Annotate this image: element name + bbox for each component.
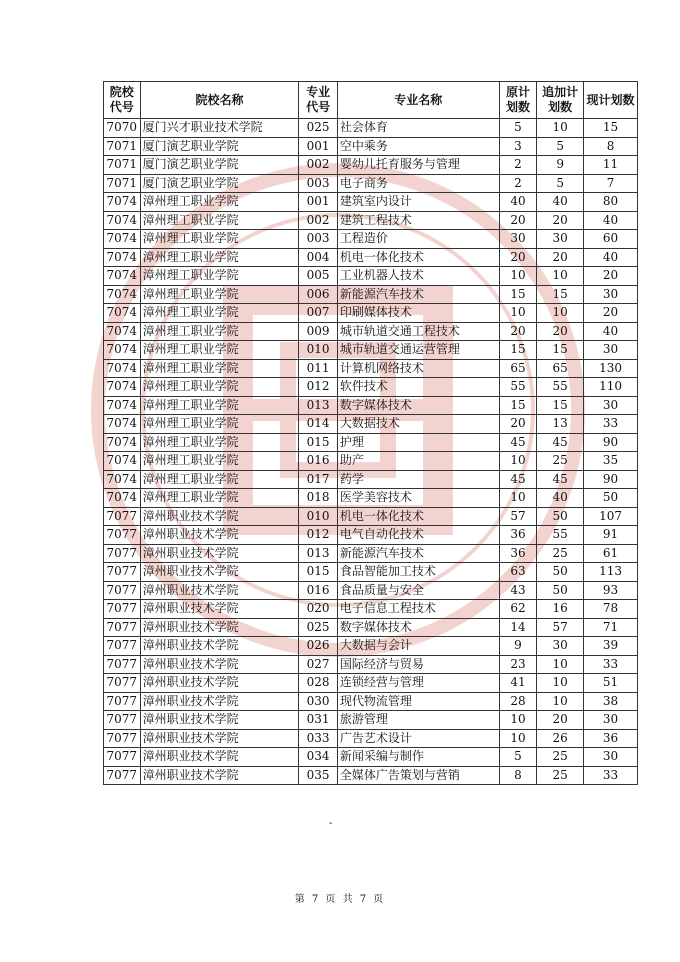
cell-major-name: 现代物流管理 <box>337 692 499 711</box>
cell-original-plan: 5 <box>499 119 537 138</box>
cell-current-plan: 71 <box>584 618 638 637</box>
cell-current-plan: 30 <box>584 748 638 767</box>
cell-school-code: 7077 <box>104 729 141 748</box>
cell-school-code: 7071 <box>104 156 141 175</box>
cell-added-plan: 15 <box>537 341 584 360</box>
cell-major-name: 新能源汽车技术 <box>337 285 499 304</box>
table-row <box>104 137 638 156</box>
cell-school-name: 漳州职业技术学院 <box>140 563 299 582</box>
cell-school-code: 7077 <box>104 581 141 600</box>
cell-current-plan: 20 <box>584 267 638 286</box>
cell-major-code: 001 <box>299 137 338 156</box>
cell-current-plan: 40 <box>584 322 638 341</box>
cell-current-plan: 40 <box>584 248 638 267</box>
table-row <box>104 655 638 674</box>
header-major-code: 专业代号 <box>299 82 338 119</box>
cell-major-code: 004 <box>299 248 338 267</box>
table-row <box>104 322 638 341</box>
table-row <box>104 396 638 415</box>
cell-major-name: 城市轨道交通运营管理 <box>337 341 499 360</box>
cell-current-plan: 107 <box>584 507 638 526</box>
cell-major-code: 015 <box>299 433 338 452</box>
cell-school-code: 7074 <box>104 322 141 341</box>
cell-current-plan: 30 <box>584 285 638 304</box>
table-row <box>104 637 638 656</box>
cell-school-name: 漳州理工职业学院 <box>140 433 299 452</box>
cell-major-name: 建筑室内设计 <box>337 193 499 212</box>
table-row <box>104 600 638 619</box>
cell-added-plan: 10 <box>537 692 584 711</box>
cell-added-plan: 55 <box>537 378 584 397</box>
table-row <box>104 285 638 304</box>
cell-major-name: 大数据与会计 <box>337 637 499 656</box>
cell-original-plan: 63 <box>499 563 537 582</box>
cell-original-plan: 45 <box>499 470 537 489</box>
cell-original-plan: 23 <box>499 655 537 674</box>
cell-original-plan: 3 <box>499 137 537 156</box>
table-row <box>104 248 638 267</box>
cell-current-plan: 33 <box>584 415 638 434</box>
cell-major-code: 015 <box>299 563 338 582</box>
cell-added-plan: 30 <box>537 230 584 249</box>
cell-added-plan: 10 <box>537 674 584 693</box>
cell-school-code: 7074 <box>104 341 141 360</box>
cell-school-code: 7077 <box>104 692 141 711</box>
table-row <box>104 489 638 508</box>
cell-major-name: 电子商务 <box>337 174 499 193</box>
cell-current-plan: 40 <box>584 211 638 230</box>
cell-school-code: 7074 <box>104 470 141 489</box>
cell-major-code: 003 <box>299 230 338 249</box>
cell-major-name: 计算机网络技术 <box>337 359 499 378</box>
cell-added-plan: 25 <box>537 452 584 471</box>
cell-major-name: 工程造价 <box>337 230 499 249</box>
cell-original-plan: 30 <box>499 230 537 249</box>
table-row <box>104 359 638 378</box>
cell-school-name: 漳州职业技术学院 <box>140 729 299 748</box>
cell-current-plan: 60 <box>584 230 638 249</box>
cell-school-name: 漳州理工职业学院 <box>140 211 299 230</box>
cell-school-code: 7074 <box>104 304 141 323</box>
header-added-plan: 追加计划数 <box>537 82 584 119</box>
table-row <box>104 748 638 767</box>
cell-current-plan: 80 <box>584 193 638 212</box>
cell-original-plan: 10 <box>499 452 537 471</box>
cell-school-code: 7074 <box>104 211 141 230</box>
table-row <box>104 674 638 693</box>
cell-school-code: 7074 <box>104 378 141 397</box>
cell-school-name: 漳州理工职业学院 <box>140 267 299 286</box>
cell-current-plan: 130 <box>584 359 638 378</box>
cell-original-plan: 15 <box>499 285 537 304</box>
cell-school-code: 7070 <box>104 119 141 138</box>
cell-added-plan: 45 <box>537 433 584 452</box>
cell-added-plan: 5 <box>537 137 584 156</box>
cell-added-plan: 50 <box>537 507 584 526</box>
cell-school-code: 7074 <box>104 193 141 212</box>
cell-school-name: 漳州理工职业学院 <box>140 341 299 360</box>
cell-added-plan: 30 <box>537 637 584 656</box>
cell-added-plan: 20 <box>537 711 584 730</box>
header-current-plan: 现计划数 <box>584 82 638 119</box>
cell-original-plan: 20 <box>499 415 537 434</box>
cell-major-name: 助产 <box>337 452 499 471</box>
cell-added-plan: 16 <box>537 600 584 619</box>
table-row <box>104 729 638 748</box>
cell-school-name: 厦门演艺职业学院 <box>140 156 299 175</box>
cell-school-name: 漳州职业技术学院 <box>140 600 299 619</box>
cell-current-plan: 39 <box>584 637 638 656</box>
cell-original-plan: 41 <box>499 674 537 693</box>
cell-added-plan: 25 <box>537 544 584 563</box>
cell-major-code: 026 <box>299 637 338 656</box>
page-dot: - <box>329 818 333 829</box>
cell-current-plan: 15 <box>584 119 638 138</box>
table-row <box>104 415 638 434</box>
cell-major-code: 028 <box>299 674 338 693</box>
cell-original-plan: 8 <box>499 766 537 785</box>
cell-school-code: 7077 <box>104 600 141 619</box>
cell-added-plan: 10 <box>537 304 584 323</box>
cell-major-code: 031 <box>299 711 338 730</box>
cell-major-code: 006 <box>299 285 338 304</box>
cell-school-name: 漳州职业技术学院 <box>140 618 299 637</box>
cell-major-code: 025 <box>299 119 338 138</box>
cell-major-code: 033 <box>299 729 338 748</box>
table-row <box>104 581 638 600</box>
cell-original-plan: 9 <box>499 637 537 656</box>
cell-original-plan: 28 <box>499 692 537 711</box>
cell-school-name: 漳州理工职业学院 <box>140 193 299 212</box>
cell-original-plan: 36 <box>499 526 537 545</box>
cell-school-code: 7074 <box>104 248 141 267</box>
cell-major-code: 009 <box>299 322 338 341</box>
cell-school-name: 厦门演艺职业学院 <box>140 174 299 193</box>
cell-original-plan: 57 <box>499 507 537 526</box>
cell-original-plan: 10 <box>499 489 537 508</box>
page-footer: 第 7 页 共 7 页 <box>294 894 386 905</box>
cell-current-plan: 8 <box>584 137 638 156</box>
cell-school-code: 7077 <box>104 544 141 563</box>
cell-original-plan: 40 <box>499 193 537 212</box>
cell-current-plan: 113 <box>584 563 638 582</box>
cell-original-plan: 10 <box>499 729 537 748</box>
cell-original-plan: 62 <box>499 600 537 619</box>
cell-current-plan: 78 <box>584 600 638 619</box>
cell-school-name: 漳州职业技术学院 <box>140 526 299 545</box>
cell-school-name: 漳州职业技术学院 <box>140 692 299 711</box>
cell-current-plan: 50 <box>584 489 638 508</box>
table-row <box>104 174 638 193</box>
cell-major-name: 建筑工程技术 <box>337 211 499 230</box>
table-row <box>104 193 638 212</box>
cell-major-code: 016 <box>299 581 338 600</box>
cell-major-name: 食品智能加工技术 <box>337 563 499 582</box>
cell-major-code: 007 <box>299 304 338 323</box>
cell-original-plan: 10 <box>499 711 537 730</box>
cell-original-plan: 65 <box>499 359 537 378</box>
table-row <box>104 618 638 637</box>
cell-major-name: 国际经济与贸易 <box>337 655 499 674</box>
cell-added-plan: 5 <box>537 174 584 193</box>
cell-added-plan: 15 <box>537 396 584 415</box>
cell-school-name: 厦门兴才职业技术学院 <box>140 119 299 138</box>
cell-major-name: 工业机器人技术 <box>337 267 499 286</box>
cell-major-code: 010 <box>299 507 338 526</box>
cell-major-code: 003 <box>299 174 338 193</box>
table-row <box>104 119 638 138</box>
cell-current-plan: 51 <box>584 674 638 693</box>
cell-school-name: 漳州职业技术学院 <box>140 655 299 674</box>
cell-current-plan: 38 <box>584 692 638 711</box>
table-row <box>104 766 638 785</box>
cell-added-plan: 20 <box>537 211 584 230</box>
table-row <box>104 563 638 582</box>
cell-original-plan: 20 <box>499 248 537 267</box>
cell-major-code: 010 <box>299 341 338 360</box>
cell-current-plan: 110 <box>584 378 638 397</box>
cell-school-name: 漳州理工职业学院 <box>140 304 299 323</box>
cell-original-plan: 15 <box>499 341 537 360</box>
cell-added-plan: 25 <box>537 748 584 767</box>
cell-original-plan: 20 <box>499 211 537 230</box>
cell-major-name: 护理 <box>337 433 499 452</box>
cell-added-plan: 15 <box>537 285 584 304</box>
cell-added-plan: 26 <box>537 729 584 748</box>
cell-major-code: 005 <box>299 267 338 286</box>
table-row <box>104 711 638 730</box>
cell-school-code: 7077 <box>104 655 141 674</box>
cell-school-name: 漳州理工职业学院 <box>140 285 299 304</box>
cell-school-code: 7074 <box>104 452 141 471</box>
cell-current-plan: 33 <box>584 655 638 674</box>
cell-current-plan: 93 <box>584 581 638 600</box>
cell-added-plan: 45 <box>537 470 584 489</box>
table-row <box>104 526 638 545</box>
cell-school-code: 7077 <box>104 526 141 545</box>
table-row <box>104 378 638 397</box>
table-row <box>104 304 638 323</box>
cell-added-plan: 50 <box>537 581 584 600</box>
cell-added-plan: 57 <box>537 618 584 637</box>
cell-current-plan: 90 <box>584 470 638 489</box>
table-row <box>104 341 638 360</box>
cell-current-plan: 90 <box>584 433 638 452</box>
cell-current-plan: 35 <box>584 452 638 471</box>
enrollment-plan-table <box>103 81 638 785</box>
cell-major-code: 012 <box>299 526 338 545</box>
cell-current-plan: 7 <box>584 174 638 193</box>
cell-school-name: 漳州理工职业学院 <box>140 248 299 267</box>
cell-school-name: 漳州理工职业学院 <box>140 396 299 415</box>
table-row <box>104 211 638 230</box>
cell-school-code: 7074 <box>104 230 141 249</box>
cell-current-plan: 36 <box>584 729 638 748</box>
cell-original-plan: 10 <box>499 267 537 286</box>
cell-original-plan: 45 <box>499 433 537 452</box>
cell-major-name: 城市轨道交通工程技术 <box>337 322 499 341</box>
cell-school-name: 漳州职业技术学院 <box>140 637 299 656</box>
cell-school-code: 7077 <box>104 748 141 767</box>
cell-school-code: 7077 <box>104 618 141 637</box>
table-row <box>104 433 638 452</box>
cell-major-name: 药学 <box>337 470 499 489</box>
cell-added-plan: 40 <box>537 489 584 508</box>
cell-major-name: 软件技术 <box>337 378 499 397</box>
cell-school-code: 7077 <box>104 563 141 582</box>
cell-major-name: 旅游管理 <box>337 711 499 730</box>
cell-major-name: 医学美容技术 <box>337 489 499 508</box>
cell-major-code: 020 <box>299 600 338 619</box>
cell-school-name: 漳州职业技术学院 <box>140 766 299 785</box>
cell-school-code: 7074 <box>104 433 141 452</box>
cell-major-name: 数字媒体技术 <box>337 396 499 415</box>
table-header-row <box>104 82 638 119</box>
cell-major-code: 011 <box>299 359 338 378</box>
cell-added-plan: 10 <box>537 655 584 674</box>
cell-major-name: 连锁经营与管理 <box>337 674 499 693</box>
cell-school-name: 漳州职业技术学院 <box>140 748 299 767</box>
table-row <box>104 267 638 286</box>
cell-major-name: 印刷媒体技术 <box>337 304 499 323</box>
cell-school-name: 漳州职业技术学院 <box>140 674 299 693</box>
cell-school-name: 漳州职业技术学院 <box>140 544 299 563</box>
cell-added-plan: 40 <box>537 193 584 212</box>
cell-school-code: 7071 <box>104 137 141 156</box>
cell-major-name: 机电一体化技术 <box>337 248 499 267</box>
cell-major-name: 数字媒体技术 <box>337 618 499 637</box>
table-row <box>104 452 638 471</box>
cell-current-plan: 11 <box>584 156 638 175</box>
cell-major-code: 018 <box>299 489 338 508</box>
cell-major-name: 新能源汽车技术 <box>337 544 499 563</box>
cell-school-name: 漳州职业技术学院 <box>140 711 299 730</box>
cell-major-name: 全媒体广告策划与营销 <box>337 766 499 785</box>
cell-major-name: 婴幼儿托育服务与管理 <box>337 156 499 175</box>
cell-original-plan: 10 <box>499 304 537 323</box>
cell-school-code: 7074 <box>104 489 141 508</box>
cell-current-plan: 91 <box>584 526 638 545</box>
cell-school-name: 漳州理工职业学院 <box>140 322 299 341</box>
cell-school-code: 7074 <box>104 285 141 304</box>
cell-added-plan: 25 <box>537 766 584 785</box>
cell-major-name: 电子信息工程技术 <box>337 600 499 619</box>
header-major-name: 专业名称 <box>337 82 499 119</box>
cell-current-plan: 33 <box>584 766 638 785</box>
cell-school-code: 7077 <box>104 766 141 785</box>
cell-major-name: 食品质量与安全 <box>337 581 499 600</box>
table-row <box>104 156 638 175</box>
cell-original-plan: 2 <box>499 156 537 175</box>
cell-school-name: 漳州理工职业学院 <box>140 359 299 378</box>
cell-added-plan: 20 <box>537 248 584 267</box>
cell-major-name: 空中乘务 <box>337 137 499 156</box>
cell-major-name: 新闻采编与制作 <box>337 748 499 767</box>
cell-school-code: 7074 <box>104 415 141 434</box>
cell-major-code: 014 <box>299 415 338 434</box>
cell-major-code: 002 <box>299 211 338 230</box>
cell-original-plan: 55 <box>499 378 537 397</box>
cell-school-name: 漳州理工职业学院 <box>140 489 299 508</box>
table-row <box>104 507 638 526</box>
cell-school-code: 7074 <box>104 267 141 286</box>
cell-major-code: 013 <box>299 544 338 563</box>
cell-school-code: 7077 <box>104 674 141 693</box>
table-row <box>104 544 638 563</box>
cell-school-name: 漳州职业技术学院 <box>140 507 299 526</box>
cell-added-plan: 65 <box>537 359 584 378</box>
cell-major-code: 002 <box>299 156 338 175</box>
cell-major-name: 电气自动化技术 <box>337 526 499 545</box>
cell-school-name: 漳州理工职业学院 <box>140 378 299 397</box>
cell-major-code: 035 <box>299 766 338 785</box>
cell-major-code: 016 <box>299 452 338 471</box>
header-school-name: 院校名称 <box>140 82 299 119</box>
cell-original-plan: 5 <box>499 748 537 767</box>
cell-major-name: 广告艺术设计 <box>337 729 499 748</box>
cell-major-code: 012 <box>299 378 338 397</box>
cell-added-plan: 13 <box>537 415 584 434</box>
cell-added-plan: 20 <box>537 322 584 341</box>
cell-school-name: 漳州理工职业学院 <box>140 452 299 471</box>
cell-major-code: 017 <box>299 470 338 489</box>
cell-current-plan: 20 <box>584 304 638 323</box>
cell-major-code: 027 <box>299 655 338 674</box>
cell-major-name: 大数据技术 <box>337 415 499 434</box>
cell-school-code: 7074 <box>104 359 141 378</box>
cell-original-plan: 36 <box>499 544 537 563</box>
cell-major-code: 025 <box>299 618 338 637</box>
cell-added-plan: 9 <box>537 156 584 175</box>
cell-major-code: 034 <box>299 748 338 767</box>
cell-major-code: 001 <box>299 193 338 212</box>
cell-original-plan: 20 <box>499 322 537 341</box>
cell-school-code: 7074 <box>104 396 141 415</box>
cell-school-name: 漳州职业技术学院 <box>140 581 299 600</box>
table-row <box>104 692 638 711</box>
cell-school-name: 厦门演艺职业学院 <box>140 137 299 156</box>
cell-current-plan: 30 <box>584 341 638 360</box>
cell-major-code: 030 <box>299 692 338 711</box>
cell-school-code: 7077 <box>104 637 141 656</box>
cell-added-plan: 10 <box>537 267 584 286</box>
cell-original-plan: 15 <box>499 396 537 415</box>
cell-current-plan: 61 <box>584 544 638 563</box>
cell-added-plan: 10 <box>537 119 584 138</box>
cell-major-code: 013 <box>299 396 338 415</box>
cell-major-name: 机电一体化技术 <box>337 507 499 526</box>
cell-school-name: 漳州理工职业学院 <box>140 415 299 434</box>
cell-added-plan: 50 <box>537 563 584 582</box>
cell-current-plan: 30 <box>584 396 638 415</box>
cell-school-code: 7077 <box>104 507 141 526</box>
cell-original-plan: 2 <box>499 174 537 193</box>
cell-school-name: 漳州理工职业学院 <box>140 230 299 249</box>
cell-added-plan: 55 <box>537 526 584 545</box>
header-original-plan: 原计划数 <box>499 82 537 119</box>
cell-original-plan: 43 <box>499 581 537 600</box>
cell-school-name: 漳州理工职业学院 <box>140 470 299 489</box>
table-row <box>104 470 638 489</box>
cell-major-name: 社会体育 <box>337 119 499 138</box>
header-school-code: 院校代号 <box>104 82 141 119</box>
cell-school-code: 7071 <box>104 174 141 193</box>
table-row <box>104 230 638 249</box>
cell-original-plan: 14 <box>499 618 537 637</box>
cell-school-code: 7077 <box>104 711 141 730</box>
cell-current-plan: 30 <box>584 711 638 730</box>
